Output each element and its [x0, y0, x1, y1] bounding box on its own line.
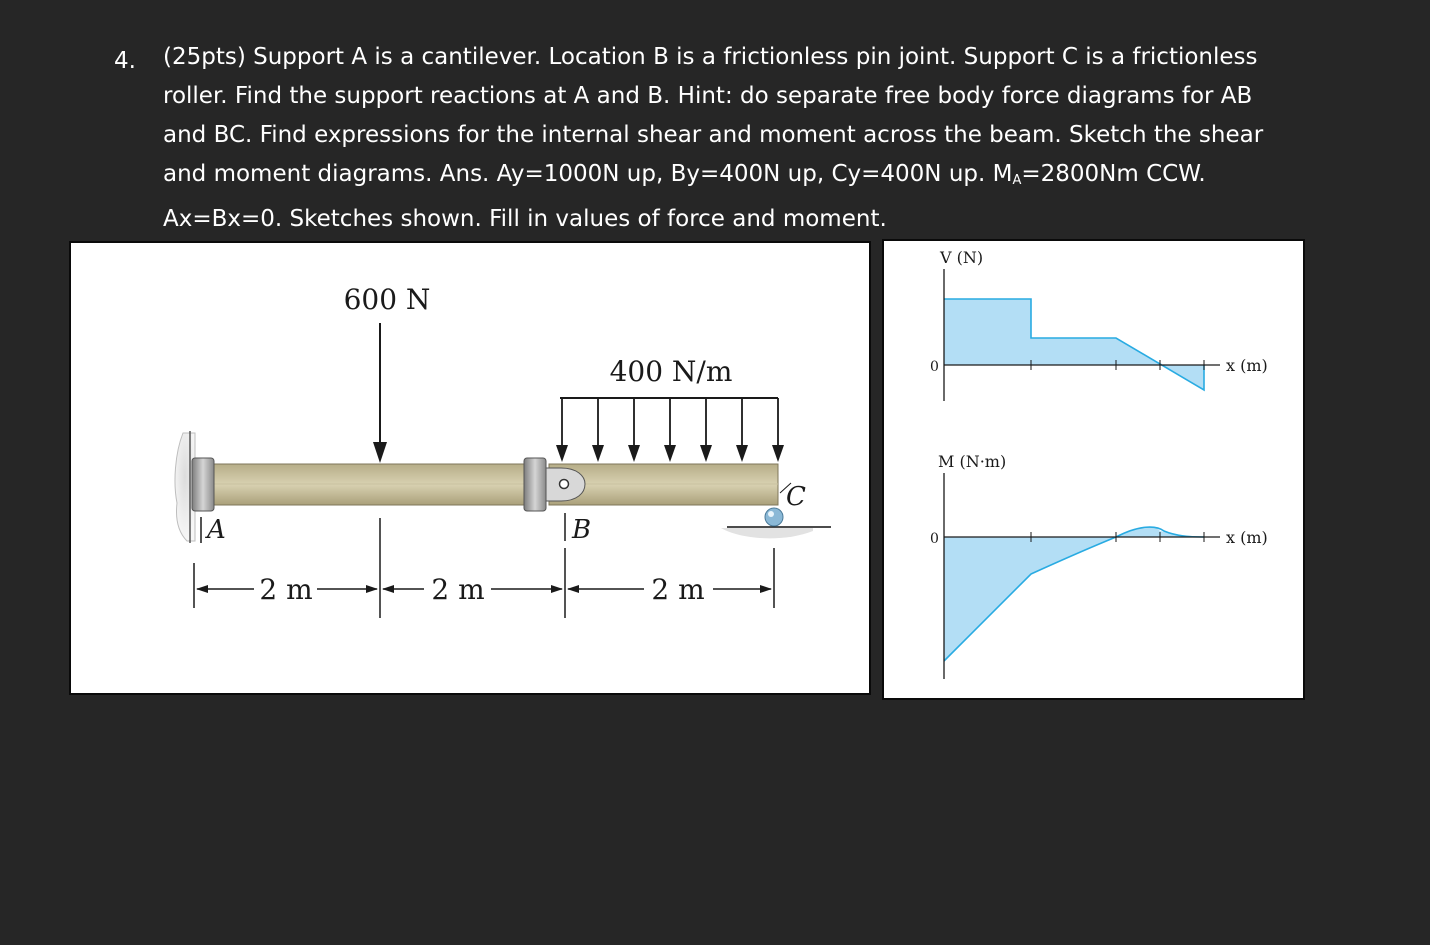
shear-moment-panel [882, 239, 1305, 700]
shear-x-label: x (m) [1226, 356, 1268, 375]
roller-support-c [721, 508, 831, 538]
label-c: C [786, 482, 806, 512]
moment-zero-label: 0 [930, 531, 939, 547]
shear-diagram [930, 248, 1268, 401]
answer-reactions: and moment diagrams. Ans. Ay=1000N up, By=400N up, Cy=400N up. M [163, 161, 1013, 187]
clamp-a [192, 458, 214, 511]
udl-arrow [772, 398, 784, 462]
beam-figure-panel [69, 241, 871, 695]
label-a: A [207, 515, 226, 545]
label-b: B [572, 515, 592, 545]
dim-label-ab1: 2 m [259, 573, 313, 606]
point-load-label: 600 N [343, 283, 431, 316]
udl-arrow [664, 398, 676, 462]
moment-diagram [930, 452, 1268, 679]
shear-axis-label: V (N) [940, 248, 984, 267]
udl-arrow [736, 398, 748, 462]
moment-subscript: A [1012, 173, 1022, 188]
question-text [163, 38, 1323, 239]
question-line-3: and BC. Find expressions for the internal shear and moment across the beam. Sketch the shear [163, 122, 1264, 148]
distributed-load [556, 398, 784, 462]
dim-label-ab2: 2 m [431, 573, 485, 606]
shear-fill [944, 299, 1204, 390]
dim-label-bc: 2 m [651, 573, 705, 606]
question-number: 4. [114, 48, 136, 74]
question-line-4 [163, 155, 1323, 200]
distributed-load-label: 400 N/m [609, 355, 733, 388]
shear-zero-label: 0 [930, 359, 939, 375]
moment-x-label: x (m) [1226, 528, 1268, 547]
udl-arrow [628, 398, 640, 462]
beam-figure [71, 243, 869, 693]
moment-axis-label: M (N·m) [938, 452, 1007, 471]
question-line-2: roller. Find the support reactions at A and B. Hint: do separate free body force diagrams for AB [163, 83, 1253, 109]
point-load-arrow [373, 323, 387, 463]
udl-arrow [556, 398, 568, 462]
answer-moment: =2800Nm CCW. [1021, 161, 1206, 187]
question-line-5: Ax=Bx=0. Sketches shown. Fill in values of force and moment. [163, 206, 887, 232]
udl-arrow [592, 398, 604, 462]
problem-statement [0, 0, 1430, 240]
udl-arrow [700, 398, 712, 462]
shear-moment-diagrams [884, 241, 1303, 698]
question-line-1: (25pts) Support A is a cantilever. Location B is a frictionless pin joint. Support C is a frictionless [163, 44, 1258, 70]
moment-fill-main [944, 537, 1116, 661]
